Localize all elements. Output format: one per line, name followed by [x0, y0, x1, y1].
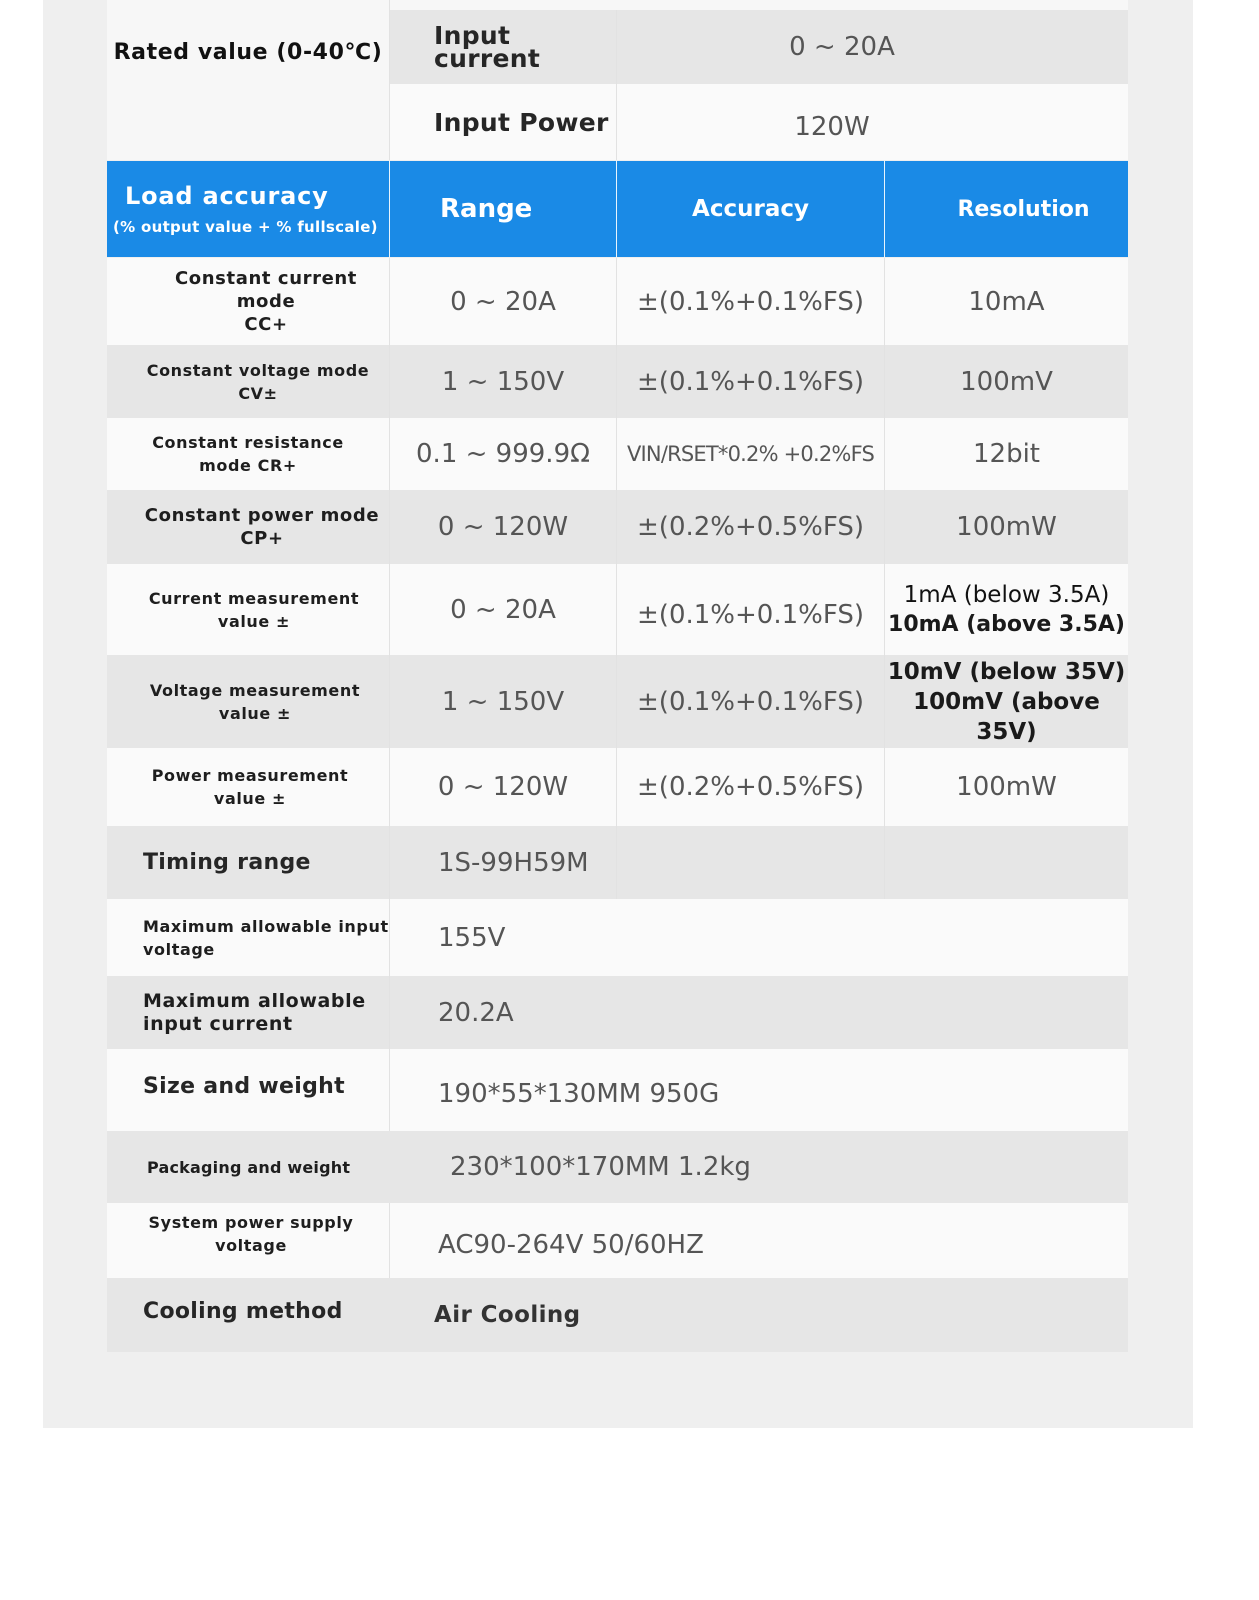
header-title: Load accuracy: [125, 182, 329, 210]
row-label: CP+: [240, 528, 284, 549]
accuracy-value: ±(0.2%+0.5%FS): [637, 772, 864, 802]
header-range: Range: [440, 194, 533, 224]
rated-label: Rated value (0-40℃): [113, 39, 383, 65]
row-label: value ±: [217, 611, 291, 631]
row-label: Packaging and weight: [147, 1157, 351, 1177]
table-row: [107, 258, 1128, 345]
range-value: 1 ~ 150V: [441, 366, 565, 397]
header-resolution: Resolution: [957, 196, 1090, 222]
table-row: [107, 490, 1128, 564]
resolution-value: 10mV (below 35V): [887, 658, 1126, 685]
spec-value: Air Cooling: [434, 1301, 581, 1328]
table-row: [107, 1278, 1128, 1352]
spec-value: 190*55*130MM 950G: [438, 1079, 720, 1109]
table-row: [107, 418, 1128, 490]
table-row: [107, 1203, 1128, 1278]
row-label: Current measurement: [148, 588, 360, 608]
spec-value: 230*100*170MM 1.2kg: [450, 1152, 751, 1182]
accuracy-value: ±(0.2%+0.5%FS): [637, 512, 864, 542]
row-label: Maximum allowable input: [143, 916, 389, 936]
row-label: voltage: [215, 1236, 287, 1255]
accuracy-value: ±(0.1%+0.1%FS): [637, 599, 864, 630]
row-label: Constant current mode: [174, 268, 357, 312]
rated-block: [107, 0, 1128, 160]
row-label: Power measurement: [151, 766, 349, 785]
range-value: 0.1 ~ 999.9Ω: [416, 439, 590, 469]
range-value: 0 ~ 120W: [437, 512, 569, 542]
row-label: mode CR+: [199, 456, 297, 475]
spec-value: 20.2A: [438, 997, 514, 1028]
row-label: value ±: [213, 789, 287, 808]
spec-value: 1S-99H59M: [438, 847, 589, 878]
spec-value: 155V: [438, 922, 506, 953]
table-row: [107, 655, 1128, 748]
row-label: Constant resistance: [152, 433, 344, 452]
rated-row-power: [390, 84, 1128, 160]
range-value: 1 ~ 150V: [441, 686, 565, 717]
table-row: [107, 976, 1128, 1049]
resolution-value: 100mV (above 35V): [913, 688, 1100, 745]
table-row: [107, 564, 1128, 655]
resolution-value: 10mA (above 3.5A): [888, 611, 1125, 637]
row-label: Timing range: [143, 850, 311, 875]
range-value: 0 ~ 120W: [437, 772, 569, 802]
rated-row-label: Input current: [434, 21, 541, 73]
range-value: 0 ~ 20A: [450, 594, 556, 625]
row-label: Size and weight: [143, 1073, 345, 1099]
accuracy-value: ±(0.1%+0.1%FS): [637, 366, 864, 397]
table-row: [107, 345, 1128, 418]
resolution-value: 1mA (below 3.5A): [903, 581, 1110, 608]
row-label: System power supply: [148, 1213, 354, 1232]
resolution-value: 10mA: [968, 286, 1045, 317]
resolution-value: 12bit: [972, 439, 1040, 469]
row-label: CC+: [244, 314, 288, 335]
accuracy-value: ±(0.1%+0.1%FS): [637, 686, 864, 717]
rated-label-cell: [107, 0, 389, 160]
row-label: value ±: [218, 703, 292, 723]
accuracy-value: VIN/RSET*0.2% +0.2%FS: [626, 442, 875, 466]
spec-value: AC90-264V 50/60HZ: [438, 1229, 704, 1260]
accuracy-value: ±(0.1%+0.1%FS): [637, 286, 864, 317]
row-label: input current: [143, 1012, 293, 1035]
table-row: [107, 1131, 1128, 1203]
accuracy-header: [107, 161, 1128, 257]
rated-row-label: Input Power: [434, 107, 609, 137]
rated-row-value: 0 ~ 20A: [789, 32, 895, 62]
header-subtitle: (% output value + % fullscale): [113, 218, 378, 236]
table-row: [107, 748, 1128, 826]
row-label: Voltage measurement: [149, 680, 361, 700]
row-label: Maximum allowable: [143, 989, 366, 1012]
table-row: [107, 826, 1128, 899]
row-label: Constant power mode: [144, 505, 380, 526]
table-row: [107, 899, 1128, 976]
range-value: 0 ~ 20A: [450, 286, 556, 317]
row-label: CV±: [238, 383, 278, 403]
row-label: Cooling method: [143, 1298, 343, 1324]
header-accuracy: Accuracy: [692, 196, 809, 222]
rated-row-value: 120W: [794, 112, 870, 142]
row-label: Constant voltage mode: [146, 360, 370, 380]
row-label: voltage: [143, 939, 215, 959]
resolution-value: 100mW: [956, 772, 1057, 802]
resolution-value: 100mV: [960, 366, 1053, 397]
rated-row-current: [390, 10, 1128, 84]
resolution-value: 100mW: [956, 512, 1057, 542]
table-row: [107, 1049, 1128, 1131]
